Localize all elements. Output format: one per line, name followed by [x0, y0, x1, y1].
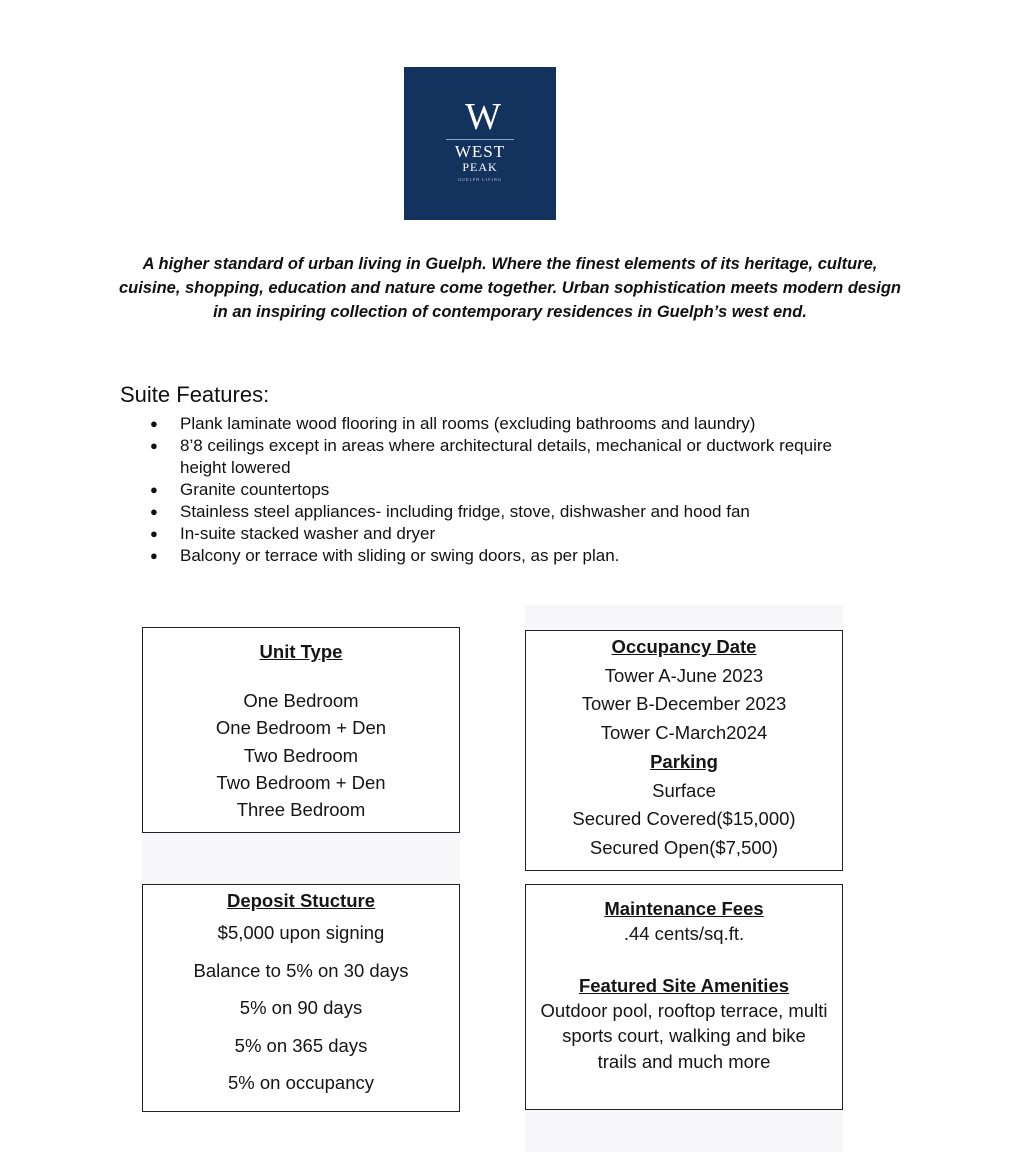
list-item: Tower C-March2024 [600, 722, 768, 744]
list-item: 5% on occupancy [227, 1072, 375, 1093]
maintenance-value: .44 cents/sq.ft. [623, 923, 745, 944]
list-item: ● Balcony or terrace with sliding or swing doors, as per plan. [180, 545, 880, 567]
panel-shade [525, 605, 843, 630]
parking-heading: Parking [650, 750, 718, 772]
suite-features-title: Suite Features: [120, 382, 270, 407]
logo-tagline: GUELPH LIVING [458, 177, 502, 182]
list-item: Two Bedroom + Den [216, 771, 386, 793]
unit-type-heading: Unit Type [259, 641, 343, 662]
deposit-structure-box [142, 884, 460, 1112]
list-item: Surface [652, 779, 716, 801]
amenities-line: Outdoor pool, rooftop terrace, multi [540, 999, 828, 1021]
maintenance-heading: Maintenance Fees [604, 898, 764, 919]
west-peak-logo [404, 67, 556, 220]
panel-shade [142, 833, 460, 884]
intro-paragraph: A higher standard of urban living in Guelph. Where the finest elements of its heritage, culture, cuisine, shopping, education and nature come together. Urban sophistication meets modern design in an inspiring collection of contemporary residences in Guelph’s west end. [118, 255, 902, 321]
logo-name: WEST [454, 142, 506, 161]
list-item: 5% on 365 days [234, 1034, 368, 1056]
maintenance-amenities-box [525, 884, 843, 1110]
list-item: Balance to 5% on 30 days [193, 959, 409, 981]
logo-subname: PEAK [462, 160, 498, 174]
list-item: One Bedroom [243, 690, 359, 711]
list-item: Two Bedroom [243, 744, 359, 766]
amenities-line: trails and much more [597, 1050, 771, 1072]
list-item: Three Bedroom [236, 799, 366, 821]
occupancy-parking-box [525, 630, 843, 871]
list-item: Secured Open($7,500) [589, 836, 779, 858]
list-item: ● 8’8 ceilings except in areas where architectural details, mechanical or ductwork require height lowered [180, 435, 880, 479]
deposit-heading: Deposit Stucture [226, 890, 376, 911]
unit-type-box [142, 627, 460, 833]
list-item: ● Plank laminate wood flooring in all rooms (excluding bathrooms and laundry) [180, 413, 880, 435]
list-item: ● Granite countertops [180, 479, 880, 501]
list-item: Secured Covered($15,000) [572, 808, 796, 830]
list-item: Tower B-December 2023 [581, 693, 787, 715]
list-item: ● Stainless steel appliances- including fridge, stove, dishwasher and hood fan [180, 501, 880, 523]
suite-features-list [180, 413, 880, 567]
amenities-heading: Featured Site Amenities [578, 974, 790, 996]
panel-shade [525, 1110, 843, 1152]
list-item: ● In-suite stacked washer and dryer [180, 523, 880, 545]
list-item: One Bedroom + Den [215, 717, 387, 739]
list-item: Tower A-June 2023 [604, 664, 764, 686]
list-item: $5,000 upon signing [217, 922, 385, 943]
amenities-line: sports court, walking and bike [562, 1025, 806, 1046]
occupancy-heading: Occupancy Date [611, 636, 757, 657]
unit-type-list [143, 687, 459, 823]
logo-divider [446, 139, 514, 140]
logo-w-mark: W [465, 96, 495, 138]
list-item: 5% on 90 days [239, 997, 363, 1018]
